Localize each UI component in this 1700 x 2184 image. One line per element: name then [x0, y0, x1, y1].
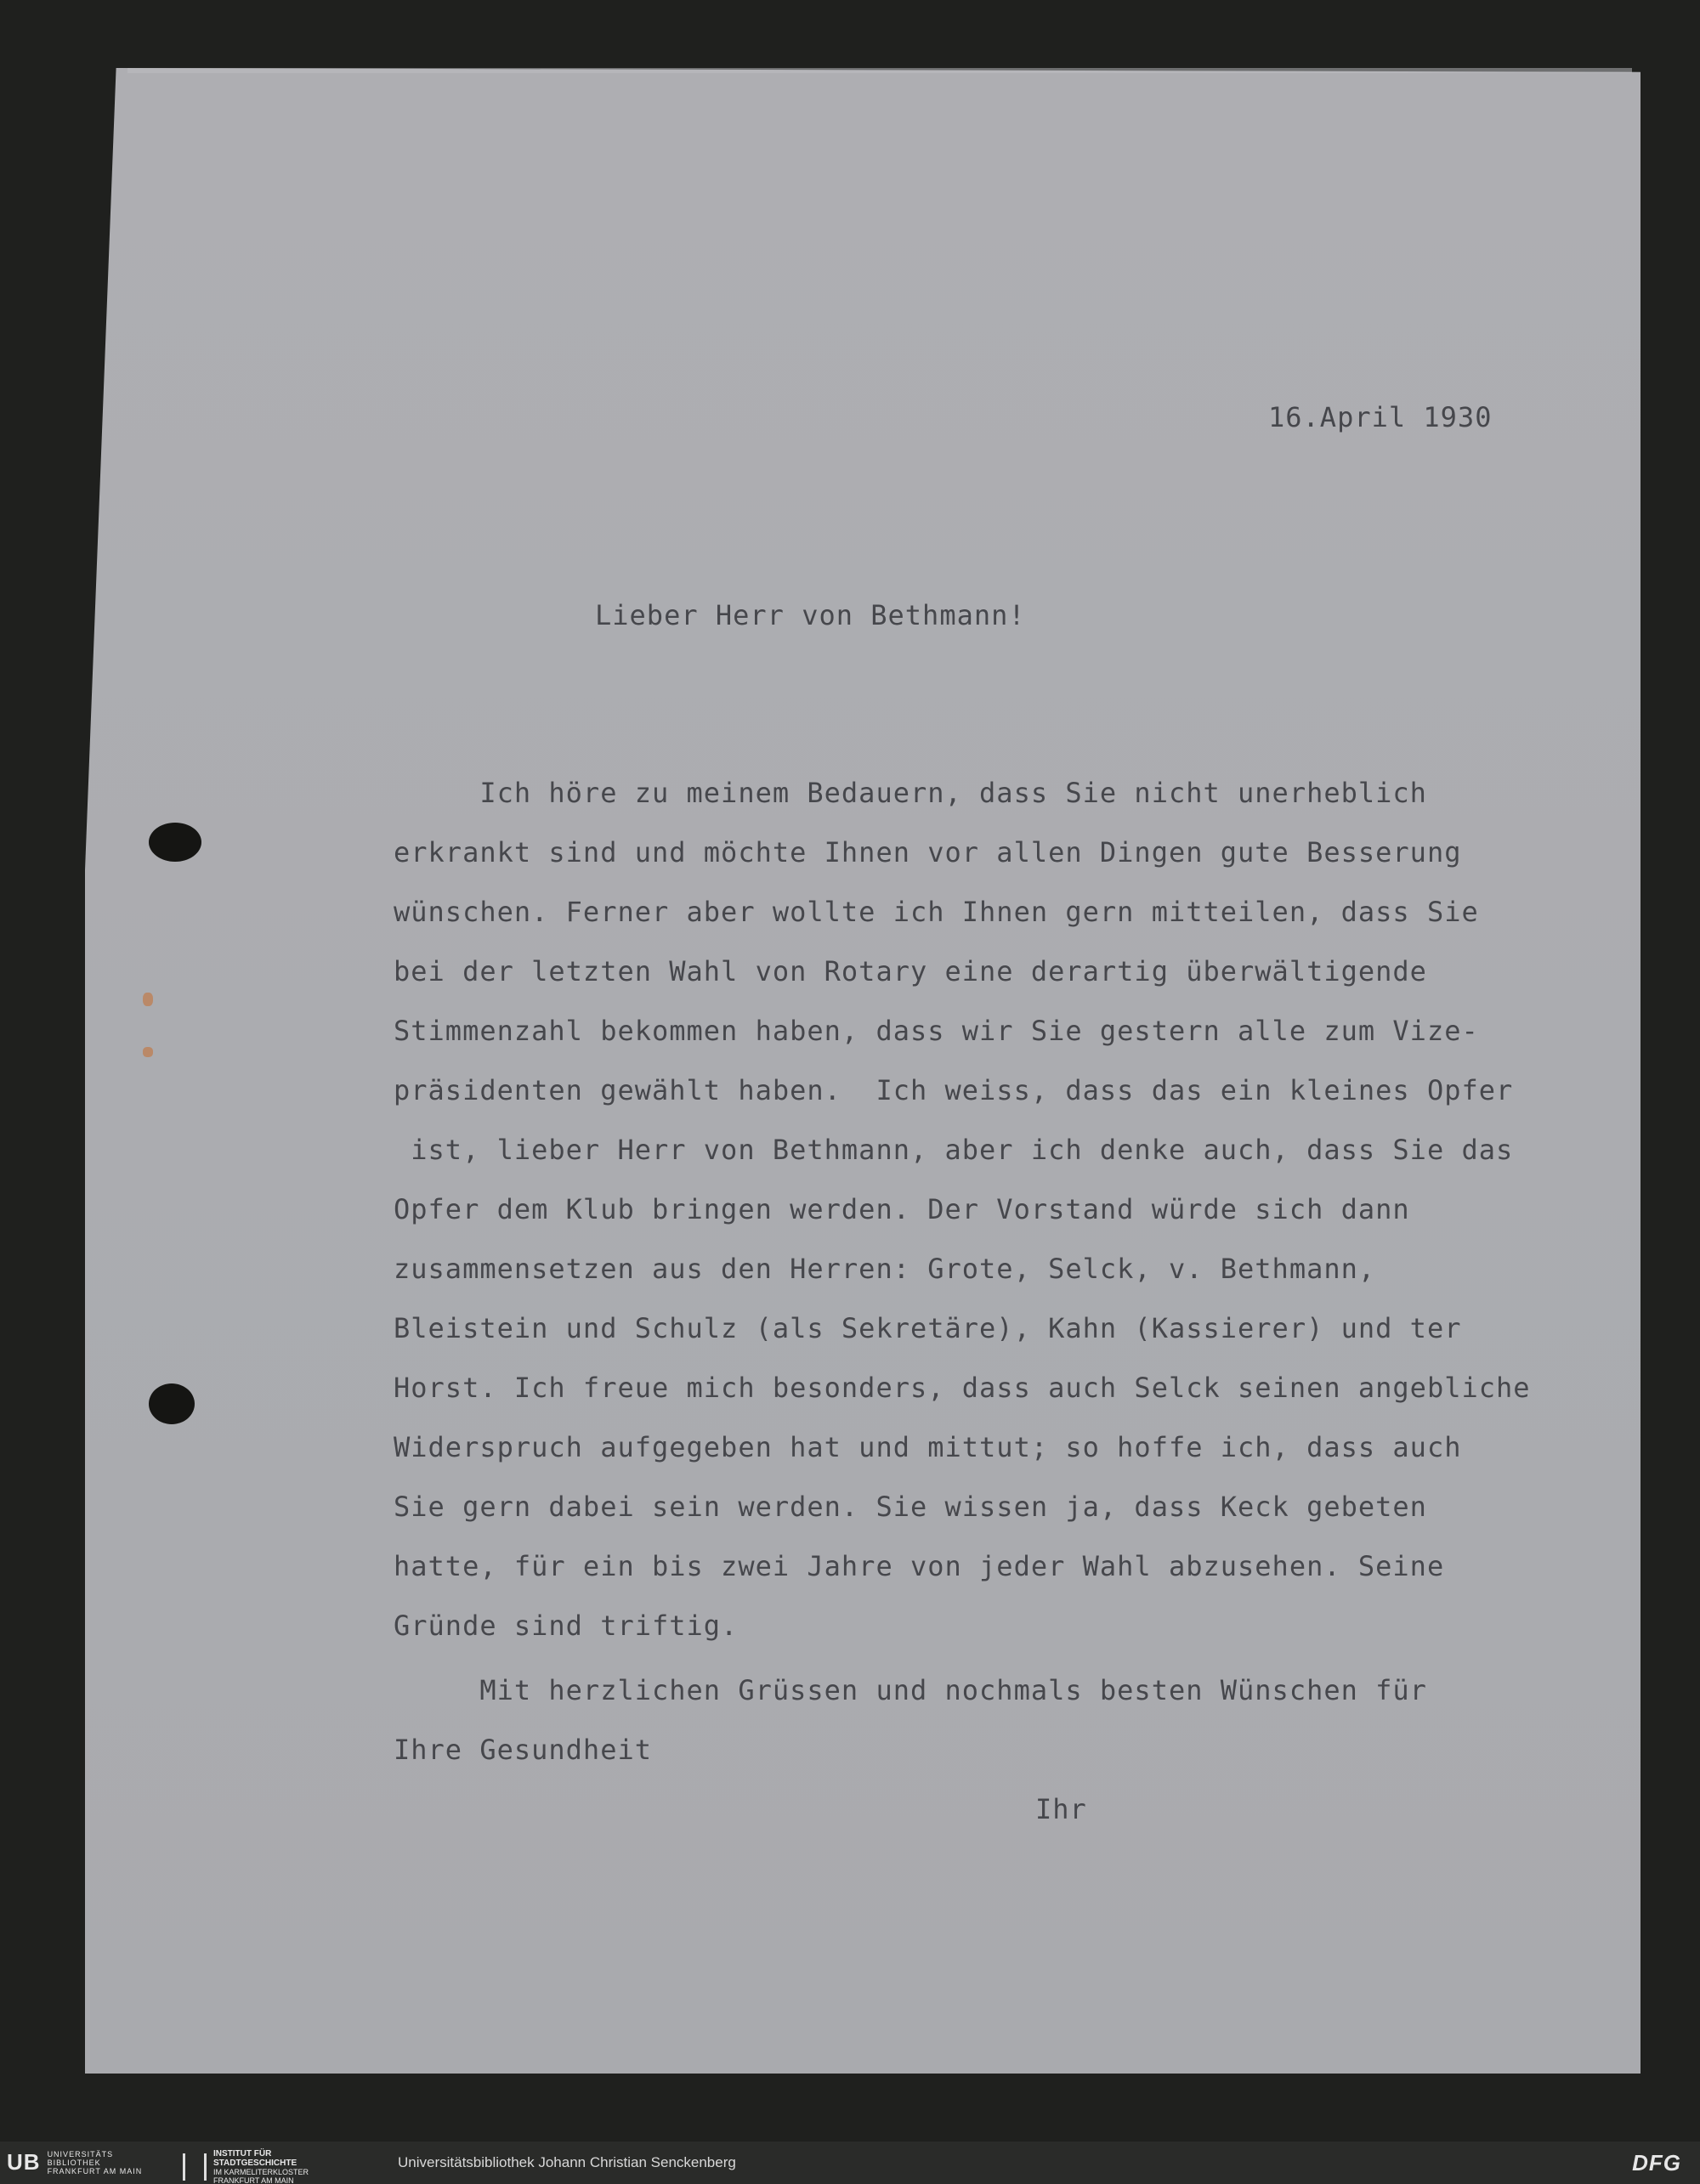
punch-hole-top	[149, 823, 201, 862]
isg-logo-mark	[183, 2153, 207, 2181]
letter-salutation: Lieber Herr von Bethmann!	[595, 599, 1026, 631]
body-line: Gründe sind triftig.	[394, 1610, 739, 1642]
body-line: hatte, für ein bis zwei Jahre von jeder Wahl abzusehen. Seine	[394, 1550, 1445, 1582]
closing-line: Ihre Gesundheit	[394, 1734, 652, 1766]
ub-logo	[7, 2149, 142, 2176]
isg-text-line: INSTITUT FÜR	[213, 2149, 272, 2159]
isg-logo	[183, 2149, 309, 2184]
ub-text-line: UNIVERSITÄTS	[47, 2149, 114, 2159]
body-line: ist, lieber Herr von Bethmann, aber ich denke auch, dass Sie das	[394, 1134, 1514, 1166]
body-line: Ich höre zu meinem Bedauern, dass Sie nicht unerheblich	[394, 777, 1427, 809]
rust-stain-1	[143, 993, 153, 1006]
isg-text-line: STADTGESCHICHTE	[213, 2159, 298, 2168]
ub-text-line: BIBLIOTHEK	[47, 2158, 101, 2167]
body-line: Sie gern dabei sein werden. Sie wissen ja, dass Keck gebeten	[394, 1491, 1427, 1523]
body-line: Horst. Ich freue mich besonders, dass auch Selck seinen angebliche	[394, 1372, 1531, 1404]
letter-date: 16.April 1930	[1268, 401, 1493, 433]
ub-logo-text	[48, 2150, 143, 2176]
isg-text-line: FRANKFURT AM MAIN	[213, 2176, 294, 2184]
closing-line: Mit herzlichen Grüssen und nochmals besten Wünschen für	[394, 1674, 1427, 1706]
punch-hole-bottom	[149, 1383, 195, 1424]
isg-text-line: IM KARMELITERKLOSTER	[213, 2168, 309, 2176]
body-line: bei der letzten Wahl von Rotary eine derartig überwältigende	[394, 955, 1427, 987]
body-line: präsidenten gewählt haben. Ich weiss, dass das ein kleines Opfer	[394, 1074, 1514, 1106]
body-line: Bleistein und Schulz (als Sekretäre), Kahn (Kassierer) und ter	[394, 1312, 1462, 1344]
body-line: Stimmenzahl bekommen haben, dass wir Sie gestern alle zum Vize-	[394, 1015, 1479, 1047]
paper-top-edge	[128, 68, 1632, 73]
footer-library-name: Universitätsbibliothek Johann Christian Senckenberg	[398, 2154, 736, 2170]
dfg-logo: DFG	[1632, 2150, 1681, 2176]
body-line: erkrankt sind und möchte Ihnen vor allen Dingen gute Besserung	[394, 836, 1462, 869]
ub-text-line: FRANKFURT AM MAIN	[47, 2166, 143, 2176]
body-line: Widerspruch aufgegeben hat und mittut; so hoffe ich, dass auch	[394, 1431, 1462, 1463]
ub-logo-mark: UB	[7, 2149, 41, 2175]
letter-paper	[85, 68, 1640, 2074]
body-line: wünschen. Ferner aber wollte ich Ihnen gern mitteilen, dass Sie	[394, 896, 1479, 928]
rust-stain-2	[143, 1047, 153, 1057]
archive-footer	[0, 2142, 1700, 2184]
body-line: zusammensetzen aus den Herren: Grote, Selck, v. Bethmann,	[394, 1253, 1376, 1285]
body-line: Opfer dem Klub bringen werden. Der Vorstand würde sich dann	[394, 1193, 1410, 1225]
isg-logo-text	[213, 2149, 309, 2184]
letter-signoff: Ihr	[1035, 1793, 1087, 1825]
